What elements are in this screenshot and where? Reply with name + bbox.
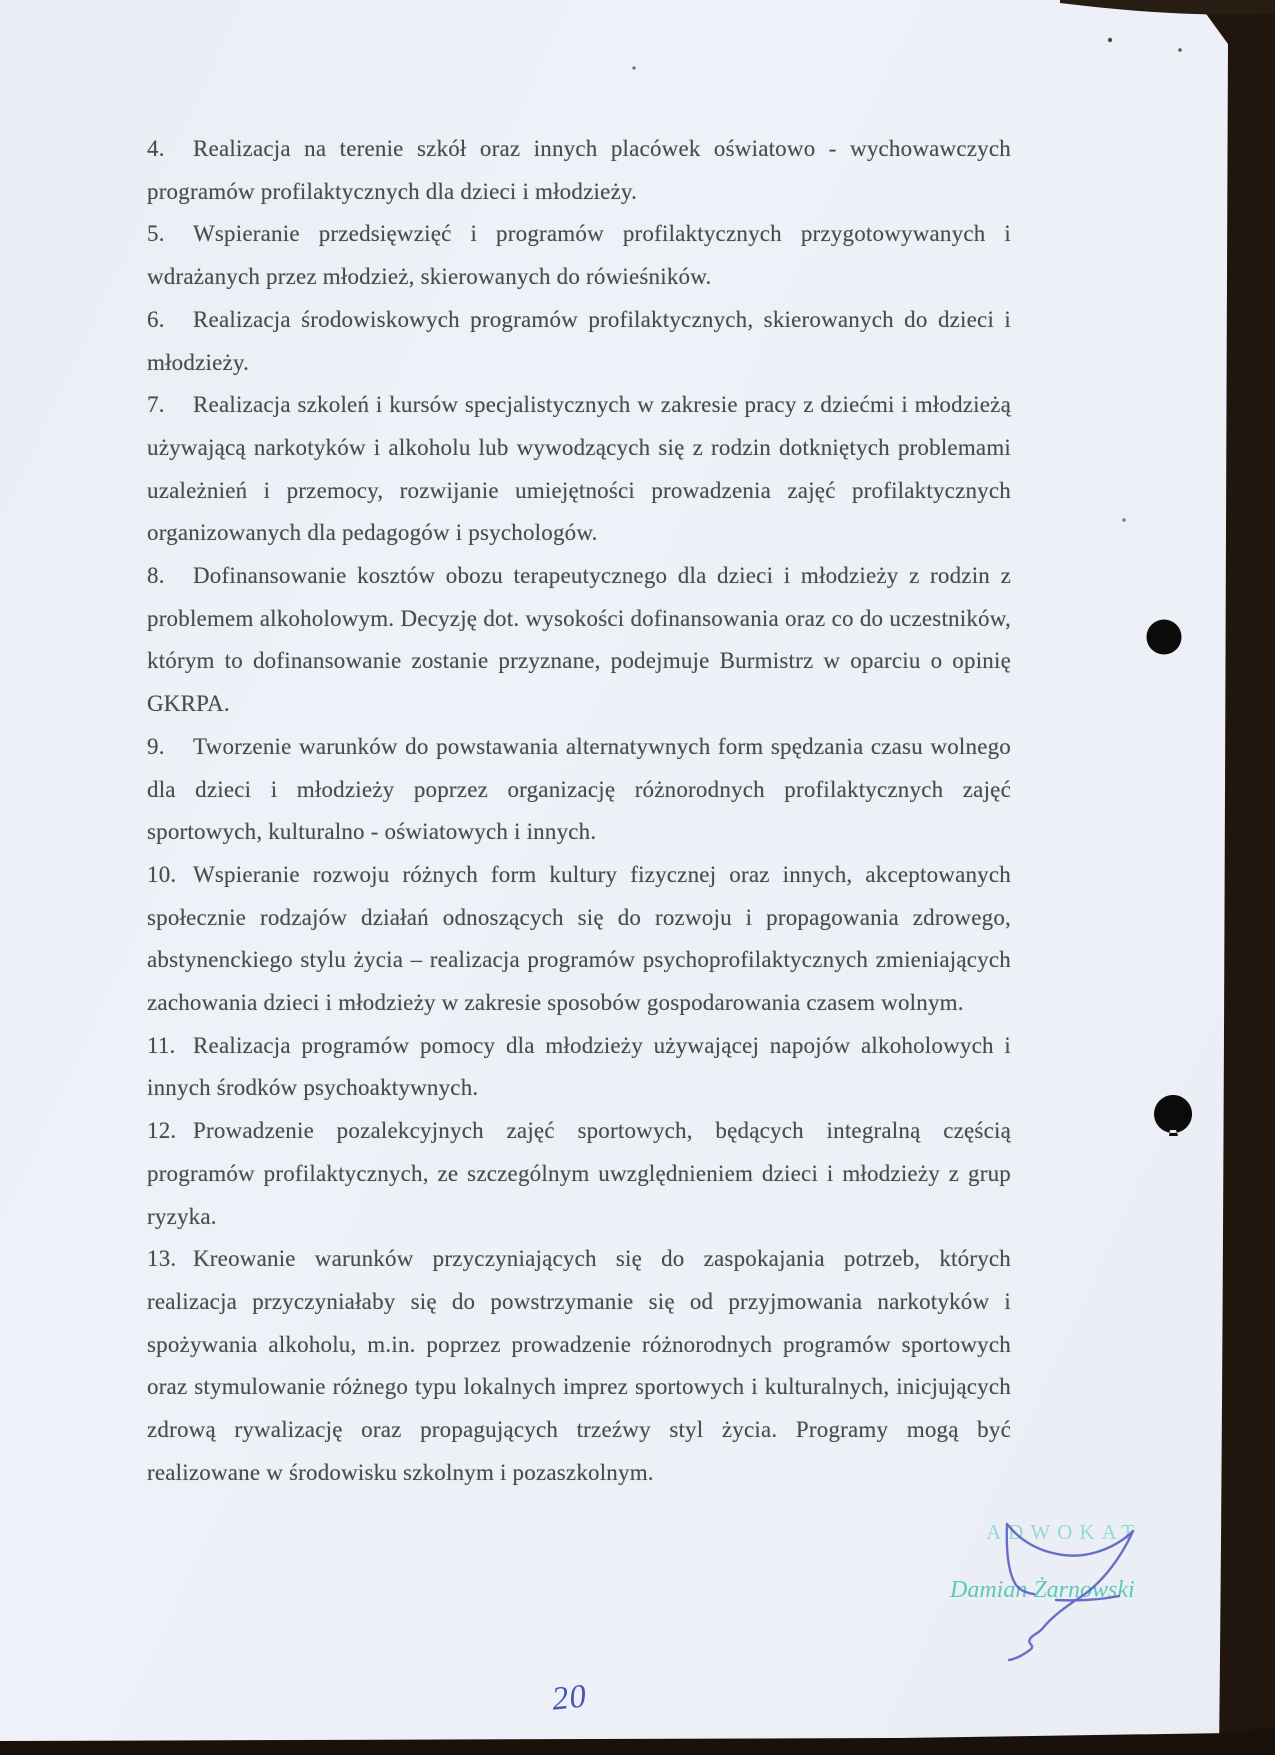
- item-number: 11.: [147, 1032, 176, 1058]
- item-number: 6.: [147, 306, 165, 332]
- list-item: [147, 128, 1011, 213]
- scan-edge-bottom: [0, 1726, 1275, 1755]
- stamp-title: ADWOKAT: [986, 1520, 1142, 1544]
- handwritten-page-number: 20: [550, 1678, 589, 1718]
- scan-edge-top: [1060, 0, 1275, 15]
- scan-edge-right: [1196, 0, 1275, 1755]
- item-number: 5.: [147, 221, 165, 247]
- item-text: Kreowanie warunków przyczyniających się do zaspokajania potrzeb, których realizacja przyczyniałaby się do powstrzymanie się od przyjmowania narkotyków i spożywania alkoholu, m.in. poprzez prowadzenie różnorodnych programów sportowych oraz stymulowanie różnego typu lokalnych imprez sportowych i kulturalnych, inicjujących zdrową rywalizację oraz propagujących trzeźwy styl życia. Programy mogą być realizowane w środowisku szkolnym i pozaszkolnym.: [147, 1246, 1011, 1485]
- list-item: [147, 384, 1011, 555]
- list-item: [147, 299, 1011, 384]
- document-body: [147, 128, 1011, 1495]
- list-item: [147, 555, 1011, 726]
- list-item: [147, 854, 1011, 1025]
- hole-punch-top: [1147, 620, 1182, 655]
- item-number: 7.: [147, 392, 165, 418]
- item-text: Wspieranie przedsięwzięć i programów profilaktycznych przygotowywanych i wdrażanych przez młodzież, skierowanych do rówieśników.: [147, 221, 1011, 290]
- item-text: Realizacja programów pomocy dla młodzieży używającej napojów alkoholowych i innych środków psychoaktywnych.: [147, 1032, 1011, 1101]
- item-text: Prowadzenie pozalekcyjnych zajęć sportowych, będących integralną częścią programów profilaktycznych, ze szczególnym uwzględnieniem dzieci i młodzieży z grup ryzyka.: [147, 1118, 1011, 1229]
- item-number: 9.: [147, 733, 165, 759]
- list-item: [147, 726, 1011, 854]
- item-number: 13.: [147, 1246, 177, 1272]
- list-item: [147, 1110, 1011, 1238]
- item-text: Tworzenie warunków do powstawania alternatywnych form spędzania czasu wolnego dla dzieci i młodzieży poprzez organizację różnorodnych profilaktycznych zajęć sportowych, kulturalno - oświatowych i innych.: [147, 733, 1011, 845]
- hole-punch-bottom: [1154, 1095, 1192, 1136]
- item-text: Wspieranie rozwoju różnych form kultury fizycznej oraz innych, akceptowanych społecznie rodzajów działań odnoszących się do rozwoju i propagowania zdrowego, abstynenckiego stylu życia – realizacja programów psychoprofilaktycznych zmieniających zachowania dzieci i młodzieży w zakresie sposobów gospodarowania czasem wolnym.: [147, 861, 1011, 1016]
- item-number: 10.: [147, 861, 177, 887]
- list-item: [147, 213, 1011, 298]
- item-text: Realizacja szkoleń i kursów specjalistycznych w zakresie pracy z dziećmi i młodzieżą używającą narkotyków i alkoholu lub wywodzących się z rodzin dotkniętych problemami uzależnień i przemocy, rozwijanie umiejętności prowadzenia zajęć profilaktycznych organizowanych dla pedagogów i psychologów.: [147, 392, 1011, 546]
- list-item: [147, 1238, 1011, 1494]
- item-text: Realizacja środowiskowych programów profilaktycznych, skierowanych do dzieci i młodzieży.: [147, 306, 1011, 375]
- item-number: 8.: [147, 563, 165, 589]
- stamp-name: Damian Żarnowski: [950, 1577, 1135, 1603]
- item-text: Dofinansowanie kosztów obozu terapeutycznego dla dzieci i młodzieży z rodzin z problemem alkoholowym. Decyzję dot. wysokości dofinansowania oraz co do uczestników, którym to dofinansowanie zostanie przyznane, podejmuje Burmistrz w oparciu o opinię GKRPA.: [147, 563, 1011, 717]
- list-item: [147, 1025, 1011, 1110]
- item-number: 12.: [147, 1118, 177, 1144]
- item-text: Realizacja na terenie szkół oraz innych placówek oświatowo - wychowawczych programów profilaktycznych dla dzieci i młodzieży.: [147, 136, 1011, 204]
- item-number: 4.: [147, 136, 165, 161]
